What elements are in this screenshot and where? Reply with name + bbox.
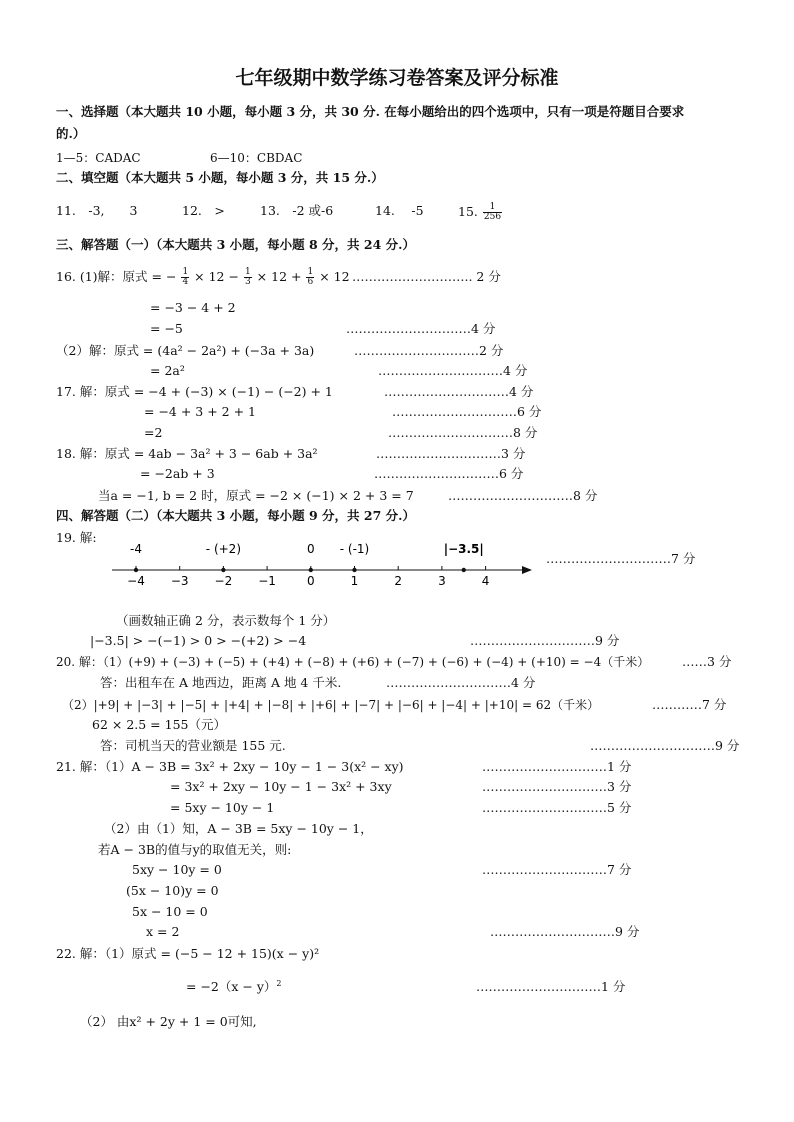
number-line-tick-label: 2 <box>394 574 403 588</box>
fill-answer-13: 13. -2 或-6 <box>260 203 334 218</box>
q22-score-1: …………………………1 分 <box>476 979 626 994</box>
section-3-header: 三、解答题（一）（本大题共 3 小题，每小题 8 分，共 24 分.） <box>56 237 416 252</box>
fill-answer-14: 14. -5 <box>375 203 424 218</box>
q19-score-9: …………………………9 分 <box>470 633 620 648</box>
q21-score-7: …………………………7 分 <box>482 862 632 877</box>
q19-label: 19. 解: <box>56 530 97 545</box>
q21-line-4: （2）由（1）知，A − 3B = 5xy − 10y − 1， <box>104 821 373 836</box>
section-1-header-cont: 的.） <box>56 126 86 141</box>
q18-line-2: = −2ab + 3 <box>140 466 215 481</box>
q16-score-2: ……………………….. 2 分 <box>352 269 501 284</box>
q21-line-7: (5x − 10)y = 0 <box>126 883 219 898</box>
page-title: 七年级期中数学练习卷答案及评分标准 <box>235 67 559 89</box>
number-line-tick-label: −4 <box>127 574 145 588</box>
q21-line-6: 5xy − 10y = 0 <box>132 862 222 877</box>
q20-line-2: 答：出租车在 A 地西边，距离 A 地 4 千米. <box>100 675 342 690</box>
q19-score-7: …………………………7 分 <box>546 551 696 566</box>
q17-score-8: …………………………8 分 <box>388 425 538 440</box>
q18-line-1: 18. 解：原式 = 4ab − 3a² + 3 − 6ab + 3a² <box>56 446 318 461</box>
q17-line-2: = −4 + 3 + 2 + 1 <box>144 404 256 419</box>
q20-line-3: （2）|+9| + |−3| + |−5| + |+4| + |−8| + |+6| + |−7| + |−6| + |−4| + |+10| = 62（千米） <box>62 698 600 712</box>
q21-score-3: …………………………3 分 <box>482 779 632 794</box>
q20-line-5: 答：司机当天的营业额是 155 元. <box>100 738 286 753</box>
q16-line-2: = −3 − 4 + 2 <box>150 300 236 315</box>
q22-line-3: （2） 由x² + 2y + 1 = 0可知, <box>80 1014 257 1029</box>
number-line-point-label: -4 <box>130 542 142 556</box>
section-1-header: 一、选择题（本大题共 10 小题，每小题 3 分，共 30 分. 在每小题给出的四个选项中，只有一项是符题目合要求 <box>56 104 685 119</box>
q18-line-3: 当a = −1, b = 2 时，原式 = −2 × (−1) × 2 + 3 = 7 <box>98 488 414 503</box>
q17-score-6: …………………………6 分 <box>392 404 542 419</box>
q19-comparison: |−3.5| > −(−1) > 0 > −(+2) > −4 <box>90 633 307 648</box>
q16-score-4: …………………………4 分 <box>346 321 496 336</box>
number-line-point-label: 0 <box>306 542 315 556</box>
q20-score-9: …………………………9 分 <box>590 738 740 753</box>
q17-line-3: =2 <box>144 425 163 440</box>
q17-score-4: …………………………4 分 <box>384 384 534 399</box>
number-line-point-label: |−3.5| <box>443 542 484 556</box>
number-line-point-label: - (+2) <box>205 542 242 556</box>
number-line-tick-label: 1 <box>350 574 359 588</box>
number-line-tick-label: 0 <box>306 574 315 588</box>
number-line-tick-label: −1 <box>258 574 276 588</box>
fill-answer-15 <box>458 203 503 222</box>
section-4-header: 四、解答题（二）（本大题共 3 小题，每小题 9 分，共 27 分.） <box>56 508 416 523</box>
q20-score-4: …………………………4 分 <box>386 675 536 690</box>
q19-scoring-note: （画数轴正确 2 分，表示数每个 1 分） <box>116 613 336 628</box>
fill-answer-15-label: 15. <box>458 204 478 219</box>
section-2-header: 二、填空题（本大题共 5 小题，每小题 3 分，共 15 分.） <box>56 170 384 185</box>
fill-answer-12: 12. > <box>182 203 225 218</box>
q20-line-1: 20. 解：（1）(+9) + (−3) + (−5) + (+4) + (−8) + (+6) + (−7) + (−6) + (−4) + (+10) = −4（千米） <box>56 655 650 669</box>
number-line-tick-label: −3 <box>170 574 189 588</box>
number-line-point <box>462 568 466 572</box>
q21-line-5: 若A − 3B的值与y的取值无关，则: <box>98 842 292 857</box>
choice-answers-1-5: 1—5：CADAC <box>56 151 141 165</box>
choice-answers-6-10: 6—10：CBDAC <box>210 151 303 165</box>
q16-line-3: = −5 <box>150 321 183 336</box>
q21-line-8: 5x − 10 = 0 <box>132 904 208 919</box>
q21-line-1: 21. 解：（1）A − 3B = 3x² + 2xy − 10y − 1 − 3(x² − xy) <box>56 759 404 774</box>
number-line-point <box>221 568 225 572</box>
q17-line-1: 17. 解：原式 = −4 + (−3) × (−1) − (−2) + 1 <box>56 384 333 399</box>
q18-score-3: …………………………3 分 <box>376 446 526 461</box>
number-line-tick-label: 4 <box>481 574 490 588</box>
number-line-point <box>134 568 138 572</box>
fraction-1-256: $\frac{1}{256}$ <box>483 202 502 222</box>
number-line-tick-label: −2 <box>214 574 233 588</box>
q21-line-9: x = 2 <box>146 924 180 939</box>
number-line-point <box>309 568 313 572</box>
q16-2-score-2: …………………………2 分 <box>354 343 504 358</box>
number-line-tick-label: 3 <box>438 574 446 588</box>
fill-answer-11: 11. -3, 3 <box>56 203 138 218</box>
q16-2-line-2: = 2a² <box>150 363 185 378</box>
number-line-point <box>352 568 356 572</box>
q18-score-8: …………………………8 分 <box>448 488 598 503</box>
q21-line-3: = 5xy − 10y − 1 <box>170 800 275 815</box>
q18-score-6: …………………………6 分 <box>374 466 524 481</box>
q16-line-1: 16. (1)解：原式 = − $\frac{1}{4}$ × 12 − $\frac{1}{3}$ × 12 + $\frac{1}{6}$ × 12 <box>56 267 350 287</box>
q21-score-5: …………………………5 分 <box>482 800 632 815</box>
q20-score-3: ……3 分 <box>682 654 732 669</box>
q21-line-2: = 3x² + 2xy − 10y − 1 − 3x² + 3xy <box>170 779 392 794</box>
q16-2-line-1: （2）解：原式 = (4a² − 2a²) + (−3a + 3a) <box>56 343 315 358</box>
q22-line-1: 22. 解：（1）原式 = (−5 − 12 + 15)(x − y)² <box>56 946 320 961</box>
q20-score-7: …………7 分 <box>652 697 727 712</box>
q22-line-2: = $-2(x - y)^2$ <box>186 978 282 994</box>
number-line <box>0 536 794 596</box>
q20-line-4: 62 × 2.5 = 155（元） <box>92 717 226 732</box>
q21-score-9: …………………………9 分 <box>490 924 640 939</box>
number-line-point-label: - (-1) <box>339 542 370 556</box>
q16-2-score-4: …………………………4 分 <box>378 363 528 378</box>
number-line-arrow <box>522 566 532 574</box>
q21-score-1: …………………………1 分 <box>482 759 632 774</box>
